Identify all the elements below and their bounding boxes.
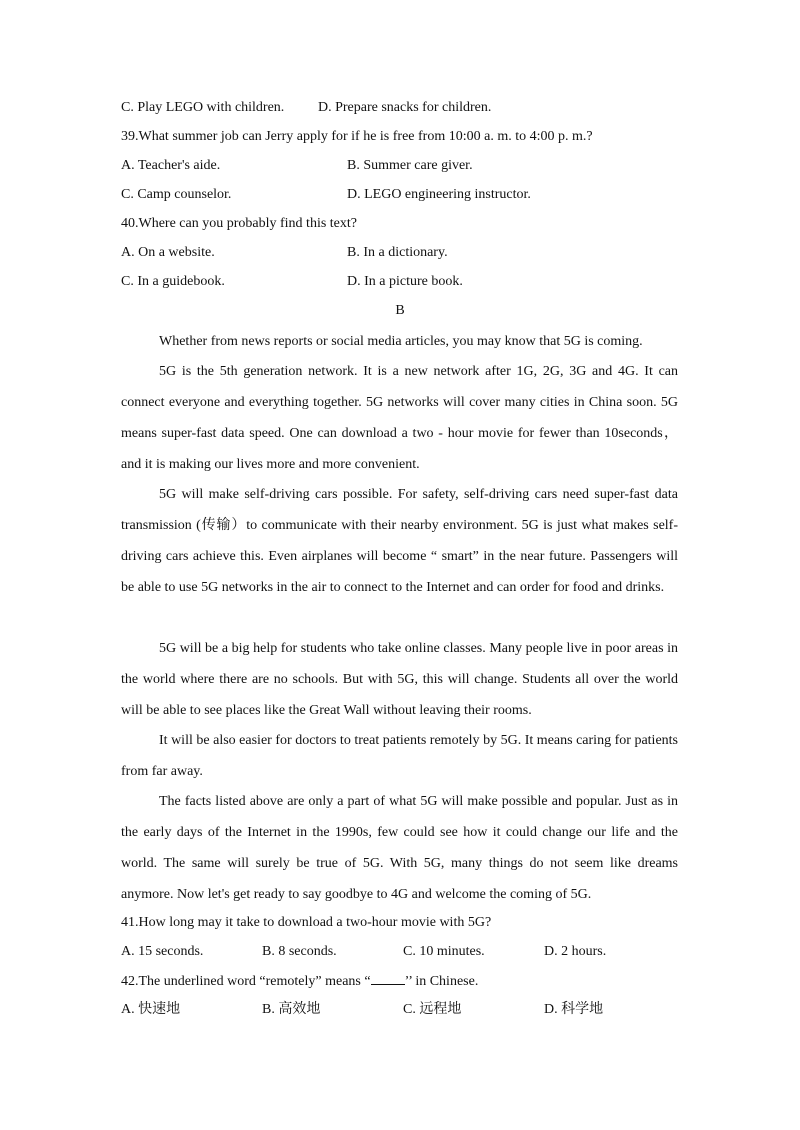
answer-blank — [371, 972, 405, 985]
q39-option-c: C. Camp counselor. — [121, 187, 232, 202]
passage-paragraph-5: It will be also easier for doctors to treat patients remotely by 5G. It means caring for patients from far away. — [121, 733, 678, 779]
q41-option-b: B. 8 seconds. — [262, 944, 337, 959]
q41-options — [121, 943, 681, 961]
q42-option-c: C. 远程地 — [403, 1002, 462, 1017]
passage-paragraph-2: 5G is the 5th generation network. It is a new network after 1G, 2G, 3G and 4G. It can connect everyone and everything together. 5G networks will cover many cities in China soon. 5G means super-fast data speed. One can download a two - hour movie for fewer than 10seconds，and it is making our lives more and more convenient. — [121, 364, 678, 472]
q40-option-b: B. In a dictionary. — [347, 245, 448, 260]
passage-paragraph-4: 5G will be a big help for students who take online classes. Many people live in poor areas in the world where there are no schools. But with 5G, this will change. Students all over the world will be able to see places like the Great Wall without leaving their rooms. — [121, 641, 678, 718]
passage-paragraph-1: Whether from news reports or social media articles, you may know that 5G is coming. — [159, 334, 643, 349]
q42-question — [121, 972, 478, 991]
q38-option-d: D. Prepare snacks for children. — [318, 100, 492, 115]
q42-question-start: 42.The underlined word “remotely” means “ — [121, 974, 371, 989]
passage-paragraph-6: The facts listed above are only a part of what 5G will make possible and popular. Just as in the early days of the Internet in the 1990s, few could see how it could change our life and the world. The same will surely be true of 5G. With 5G, many things do not seem like dreams anymore. Now let's get ready to say goodbye to 4G and welcome the coming of 5G. — [121, 794, 678, 902]
q39-option-d: D. LEGO engineering instructor. — [347, 187, 531, 202]
q42-question-end: ’’ in Chinese. — [404, 974, 479, 989]
q39-option-a: A. Teacher's aide. — [121, 158, 221, 173]
section-label: B — [395, 303, 405, 318]
passage-paragraph-3: 5G will make self-driving cars possible. For safety, self-driving cars need super-fast data transmission (传输）to communicate with their nearby environment. 5G is just what makes self-driving cars achieve this. Even airplanes will become “ smart” in the near future. Passengers will be able to use 5G networks in the air to connect to the Internet and can order for food and drinks. — [121, 487, 678, 595]
q39-question: 39.What summer job can Jerry apply for if he is free from 10:00 a. m. to 4:00 p. m.? — [121, 129, 593, 144]
q41-question: 41.How long may it take to download a two-hour movie with 5G? — [121, 915, 492, 930]
q38-option-c: C. Play LEGO with children. — [121, 100, 285, 115]
q41-option-a: A. 15 seconds. — [121, 944, 204, 959]
q39-option-b: B. Summer care giver. — [347, 158, 473, 173]
q40-option-d: D. In a picture book. — [347, 274, 463, 289]
q40-option-a: A. On a website. — [121, 245, 215, 260]
q40-option-c: C. In a guidebook. — [121, 274, 225, 289]
q42-option-d: D. 科学地 — [544, 1002, 604, 1017]
q42-options — [121, 1001, 681, 1019]
q41-option-c: C. 10 minutes. — [403, 944, 485, 959]
q42-option-b: B. 高效地 — [262, 1002, 321, 1017]
q41-option-d: D. 2 hours. — [544, 944, 607, 959]
q40-question: 40.Where can you probably find this text? — [121, 216, 357, 231]
q42-option-a: A. 快速地 — [121, 1002, 181, 1017]
